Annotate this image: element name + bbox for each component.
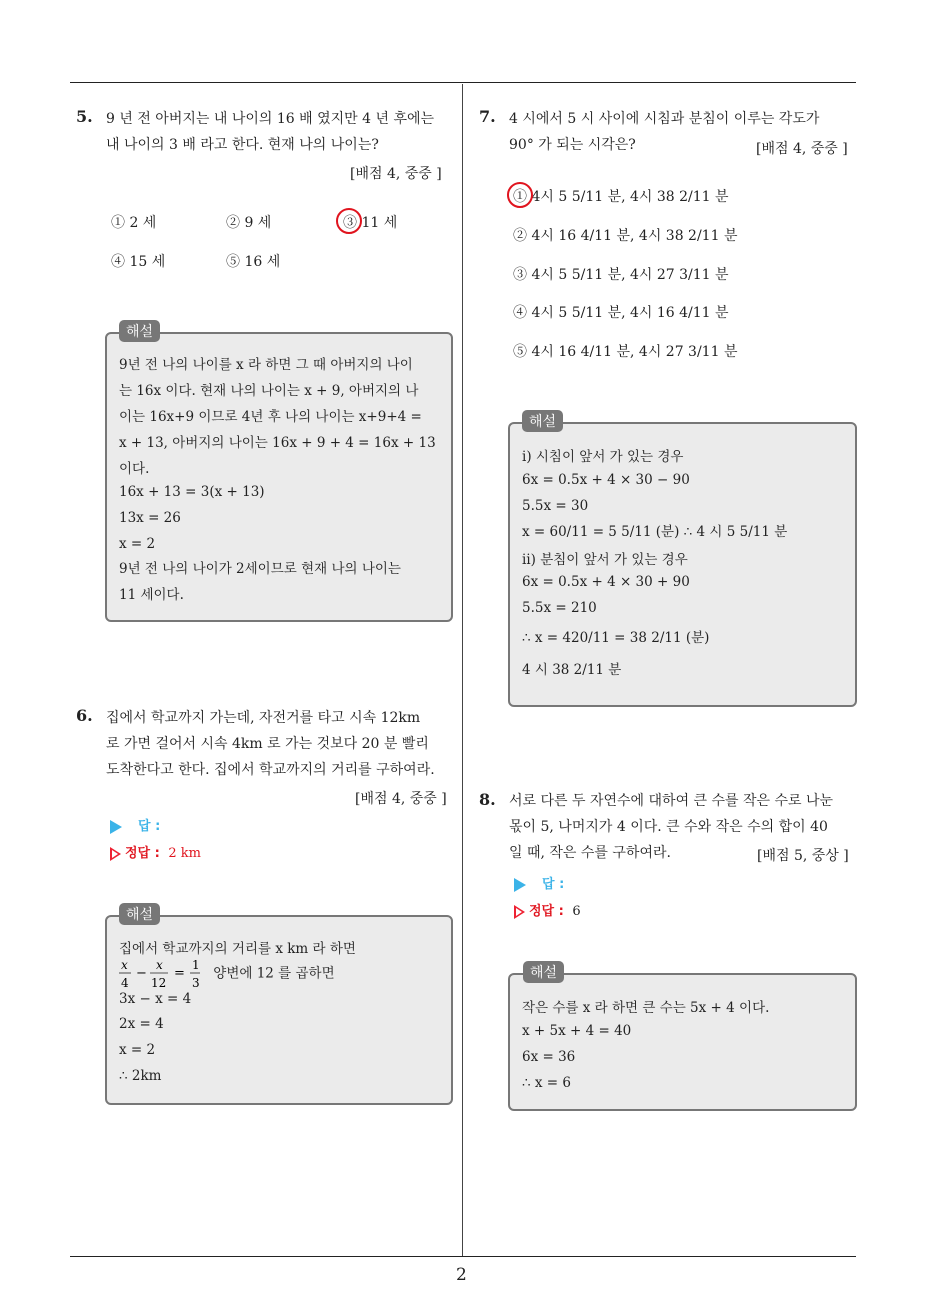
q7-solution-line: 4 시 38 2/11 분 xyxy=(522,662,622,678)
question-7-line2: 90° 가 되는 시각은? xyxy=(509,137,636,153)
q7-option-2[interactable]: ② 4시 16 4/11 분, 4시 38 2/11 분 xyxy=(513,228,738,244)
q8-solution-line: 작은 수를 x 라 하면 큰 수는 5x + 4 이다. xyxy=(522,1000,770,1016)
q5-option-4[interactable]: ④ 15 세 xyxy=(111,254,166,270)
q7-option-4[interactable]: ④ 4시 5 5/11 분, 4시 16 4/11 분 xyxy=(513,305,729,321)
q6-correct-row xyxy=(110,842,201,861)
q7-option-5[interactable]: ⑤ 4시 16 4/11 분, 4시 27 3/11 분 xyxy=(513,344,738,360)
q7-option-1[interactable]: ① 4시 5 5/11 분, 4시 38 2/11 분 xyxy=(513,189,729,205)
q8-solution-line: x + 5x + 4 = 40 xyxy=(522,1023,632,1039)
q6-solution-line: ∴ 2km xyxy=(119,1068,162,1084)
svg-text:4: 4 xyxy=(121,976,129,990)
question-6-line3: 도착한다고 한다. 집에서 학교까지의 거리를 구하여라. xyxy=(106,762,435,778)
q7-solution-line: x = 60/11 = 5 5/11 (분) ∴ 4 시 5 5/11 분 xyxy=(522,524,788,540)
svg-text:−: − xyxy=(136,966,147,981)
q8-solution-line: ∴ x = 6 xyxy=(522,1075,571,1091)
svg-text:=: = xyxy=(174,966,185,981)
svg-text:12: 12 xyxy=(151,976,167,990)
answer-label: 답 : xyxy=(138,819,161,834)
correct-label: 정답 : xyxy=(125,846,160,861)
q7-solution-line: 6x = 0.5x + 4 × 30 + 90 xyxy=(522,574,690,590)
q6-solution-line: x = 2 xyxy=(119,1042,156,1058)
q5-solution-tag: 해설 xyxy=(119,320,160,342)
correct-value: 2 km xyxy=(168,846,201,861)
q5-solution-line: 11 세이다. xyxy=(119,587,184,603)
q8-answer-row[interactable] xyxy=(514,873,564,892)
q5-option-5[interactable]: ⑤ 16 세 xyxy=(226,254,281,270)
q6-fraction-equation xyxy=(119,956,335,992)
q6-solution-line: 집에서 학교까지의 거리를 x km 라 하면 xyxy=(119,941,356,957)
svg-text:x: x xyxy=(156,958,163,972)
correct-label: 정답 : xyxy=(529,904,564,919)
question-5-line1: 9 년 전 아버지는 내 나이의 16 배 였지만 4 년 후에는 xyxy=(106,111,435,127)
question-6-line1: 집에서 학교까지 가는데, 자전거를 타고 시속 12km xyxy=(106,710,421,726)
q5-solution-line: 이는 16x+9 이므로 4년 후 나의 나이는 x+9+4 = xyxy=(119,409,422,425)
q7-solution-line: ⅱ) 분침이 앞서 가 있는 경우 xyxy=(522,552,688,568)
question-5-number: 5. xyxy=(76,107,93,126)
question-8-line1: 서로 다른 두 자연수에 대하여 큰 수를 작은 수로 나눈 xyxy=(509,793,834,809)
correct-value: 6 xyxy=(572,904,581,919)
question-7-number: 7. xyxy=(479,107,496,126)
page-number: 2 xyxy=(456,1265,467,1285)
selected-answer-mark xyxy=(336,208,362,234)
q5-option-3[interactable]: ③ 11 세 xyxy=(343,215,398,231)
q7-solution-tag: 해설 xyxy=(522,410,563,432)
q7-solution-line: ∴ x = 420/11 = 38 2/11 (분) xyxy=(522,630,710,646)
q5-solution-line: x + 13, 아버지의 나이는 16x + 9 + 4 = 16x + 13 xyxy=(119,435,436,451)
question-8-line3: 일 때, 작은 수를 구하여라. xyxy=(509,845,671,861)
svg-text:3: 3 xyxy=(192,976,200,990)
question-7-line1: 4 시에서 5 시 사이에 시침과 분침이 이루는 각도가 xyxy=(509,111,820,127)
outline-triangle-icon xyxy=(514,905,525,919)
q5-solution-line: 9년 전 나의 나이를 x 라 하면 그 때 아버지의 나이 xyxy=(119,357,413,373)
q6-answer-row[interactable] xyxy=(110,815,160,834)
question-6-score: [배점 4, 중중 ] xyxy=(355,791,447,807)
question-8-number: 8. xyxy=(479,790,496,809)
question-8-score: [배점 5, 중상 ] xyxy=(757,848,849,864)
q5-option-1[interactable]: ① 2 세 xyxy=(111,215,157,231)
play-icon xyxy=(514,878,526,892)
svg-text:x: x xyxy=(121,958,128,972)
question-5-score: [배점 4, 중중 ] xyxy=(350,166,442,182)
q5-solution-line: 는 16x 이다. 현재 나의 나이는 x + 9, 아버지의 나 xyxy=(119,383,419,399)
q8-solution-line: 6x = 36 xyxy=(522,1049,576,1065)
q7-solution-line: 5.5x = 210 xyxy=(522,600,597,616)
bottom-rule xyxy=(70,1256,856,1257)
q7-solution-line: ⅰ) 시침이 앞서 가 있는 경우 xyxy=(522,449,684,465)
q5-solution-line: 13x = 26 xyxy=(119,510,181,526)
question-8-line2: 몫이 5, 나머지가 4 이다. 큰 수와 작은 수의 합이 40 xyxy=(509,819,828,835)
q8-solution-tag: 해설 xyxy=(523,961,564,983)
question-6-line2: 로 가면 걸어서 시속 4km 로 가는 것보다 20 분 빨리 xyxy=(106,736,429,752)
fraction-equation-svg xyxy=(119,956,209,992)
q6-solution-line: 양변에 12 를 곱하면 xyxy=(213,965,335,982)
column-divider xyxy=(462,84,463,1256)
q5-solution-line: 16x + 13 = 3(x + 13) xyxy=(119,484,265,500)
q7-solution-line: 6x = 0.5x + 4 × 30 − 90 xyxy=(522,472,690,488)
svg-text:1: 1 xyxy=(192,958,200,972)
play-icon xyxy=(110,820,122,834)
outline-triangle-icon xyxy=(110,847,121,861)
answer-label: 답 : xyxy=(542,877,565,892)
q7-option-3[interactable]: ③ 4시 5 5/11 분, 4시 27 3/11 분 xyxy=(513,267,729,283)
selected-answer-mark xyxy=(507,182,533,208)
q6-solution-line: 2x = 4 xyxy=(119,1016,164,1032)
question-5-line2: 내 나이의 3 배 라고 한다. 현재 나의 나이는? xyxy=(106,137,379,153)
q8-correct-row xyxy=(514,900,581,919)
q5-solution-line: x = 2 xyxy=(119,536,156,552)
question-7-score: [배점 4, 중중 ] xyxy=(756,141,848,157)
q7-solution-line: 5.5x = 30 xyxy=(522,498,589,514)
q5-solution-line: 9년 전 나의 나이가 2세이므로 현재 나의 나이는 xyxy=(119,561,401,577)
q6-solution-line: 3x − x = 4 xyxy=(119,991,192,1007)
q5-solution-line: 이다. xyxy=(119,461,150,477)
top-rule xyxy=(70,82,856,83)
q5-solution-box xyxy=(105,332,453,622)
q6-solution-tag: 해설 xyxy=(119,903,160,925)
q5-option-2[interactable]: ② 9 세 xyxy=(226,215,272,231)
question-6-number: 6. xyxy=(76,706,93,725)
